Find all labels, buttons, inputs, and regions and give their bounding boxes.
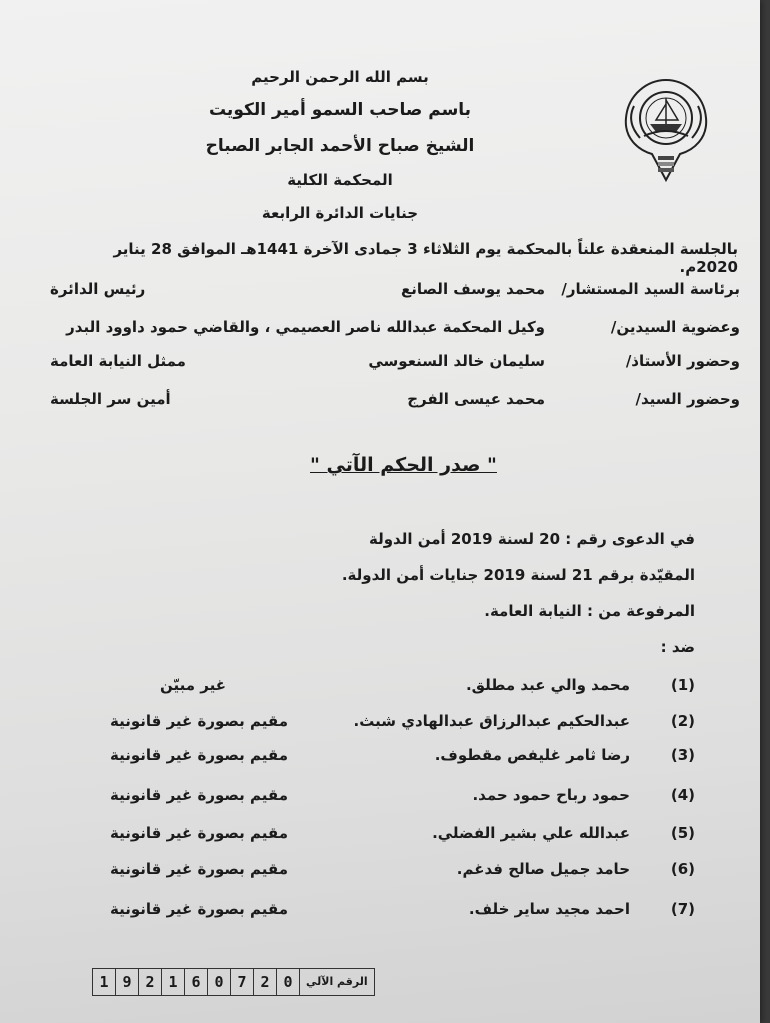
panel-member-position: أمين سر الجلسة bbox=[50, 390, 171, 408]
defendant-name: محمد والي عبد مطلق. bbox=[465, 676, 630, 694]
header-sheikh-name: الشيخ صباح الأحمد الجابر الصباح bbox=[205, 136, 475, 156]
auto-number-digit: 1 bbox=[161, 969, 184, 995]
defendant-status: مقيم بصورة غير قانونية bbox=[110, 860, 288, 878]
case-registered-line: المقيّدة برقم 21 لسنة 2019 جنايات أمن الدولة. bbox=[341, 566, 695, 584]
defendant-name: رضا ثامر غليفص مقطوف. bbox=[434, 746, 630, 764]
case-against-line: ضد : bbox=[660, 638, 695, 656]
verdict-title: " صدر الحكم الآتي " bbox=[310, 454, 497, 476]
court-name: المحكمة الكلية bbox=[287, 171, 393, 189]
panel-member-name: وكيل المحكمة عبدالله ناصر العصيمي ، والقاضي حمود داوود البدر bbox=[66, 318, 545, 336]
defendant-row bbox=[40, 746, 695, 776]
panel-row bbox=[40, 280, 740, 306]
auto-number-digit: 6 bbox=[184, 969, 207, 995]
defendant-name: حامد جميل صالح فدغم. bbox=[456, 860, 630, 878]
defendant-status: غير مبيّن bbox=[160, 676, 226, 694]
defendant-row bbox=[40, 860, 695, 890]
panel-member-name: محمد عيسى الفرج bbox=[407, 390, 545, 408]
defendant-status: مقيم بصورة غير قانونية bbox=[110, 900, 288, 918]
defendant-number: (7) bbox=[670, 900, 695, 918]
basmala: بسم الله الرحمن الرحيم bbox=[251, 68, 429, 86]
auto-number-digit: 9 bbox=[115, 969, 138, 995]
panel-member-position: ممثل النيابة العامة bbox=[50, 352, 186, 370]
panel-member-name: محمد يوسف الصانع bbox=[401, 280, 545, 298]
defendant-number: (3) bbox=[670, 746, 695, 764]
defendant-status: مقيم بصورة غير قانونية bbox=[110, 712, 288, 730]
auto-number-digit: 1 bbox=[99, 973, 109, 991]
defendant-number: (4) bbox=[670, 786, 695, 804]
panel-row bbox=[40, 318, 740, 344]
auto-number-box bbox=[92, 968, 375, 996]
circuit-name: جنايات الدائرة الرابعة bbox=[261, 204, 419, 222]
panel-row bbox=[40, 352, 740, 378]
defendant-row bbox=[40, 786, 695, 816]
panel-role-label: وحضور الأستاذ/ bbox=[625, 352, 740, 370]
defendant-row bbox=[40, 676, 695, 706]
defendant-status: مقيم بصورة غير قانونية bbox=[110, 746, 288, 764]
defendant-row bbox=[40, 712, 695, 742]
panel-role-label: برئاسة السيد المستشار/ bbox=[561, 280, 740, 298]
session-line: بالجلسة المنعقدة علناً بالمحكمة يوم الثلاثاء 3 جمادى الآخرة 1441هـ الموافق 28 يناير 2020م. bbox=[113, 240, 738, 276]
panel-row bbox=[40, 390, 740, 416]
panel-member-position: رئيس الدائرة bbox=[50, 280, 146, 298]
panel-role-label: وعضوية السيدين/ bbox=[610, 318, 740, 336]
defendant-number: (5) bbox=[670, 824, 695, 842]
auto-number-digit: 0 bbox=[207, 969, 230, 995]
auto-number-digit: 2 bbox=[253, 969, 276, 995]
case-filed-by-line: المرفوعة من : النيابة العامة. bbox=[484, 602, 695, 620]
defendant-number: (1) bbox=[670, 676, 695, 694]
auto-number-label: الرقم الآلي bbox=[299, 969, 374, 995]
defendant-name: عبدالحكيم عبدالرزاق عبدالهادي شبث. bbox=[353, 712, 630, 730]
auto-number-digit: 7 bbox=[230, 969, 253, 995]
defendant-name: احمد مجيد ساير خلف. bbox=[468, 900, 630, 918]
auto-number-digit: 2 bbox=[138, 969, 161, 995]
defendant-status: مقيم بصورة غير قانونية bbox=[110, 824, 288, 842]
defendant-row bbox=[40, 900, 695, 930]
defendant-name: حمود رباح حمود حمد. bbox=[472, 786, 630, 804]
defendant-row bbox=[40, 824, 695, 854]
panel-member-name: سليمان خالد السنعوسي bbox=[368, 352, 545, 370]
header-emir-line: باسم صاحب السمو أمير الكويت bbox=[208, 100, 472, 120]
defendant-number: (2) bbox=[670, 712, 695, 730]
auto-number-digit: 0 bbox=[276, 969, 299, 995]
panel-role-label: وحضور السيد/ bbox=[635, 390, 740, 408]
defendant-name: عبدالله علي بشير الفضلي. bbox=[432, 824, 630, 842]
defendant-number: (6) bbox=[670, 860, 695, 878]
defendant-status: مقيم بصورة غير قانونية bbox=[110, 786, 288, 804]
case-number-line: في الدعوى رقم : 20 لسنة 2019 أمن الدولة bbox=[368, 530, 695, 548]
kuwait-emblem-icon bbox=[620, 76, 712, 184]
